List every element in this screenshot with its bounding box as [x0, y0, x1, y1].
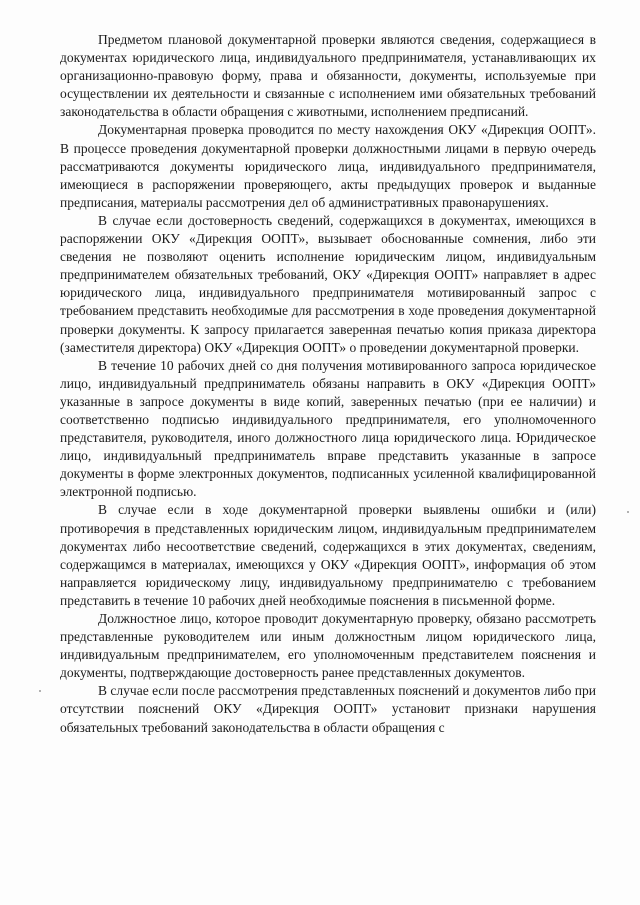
document-body: [60, 31, 596, 737]
paragraph-violation-signs: В случае если после рассмотрения представленных пояснений и документов либо при отсутствии пояснений ОКУ «Дирекция ООПТ» установит признаки нарушения обязательных требований законодательства в области обращения с: [60, 683, 596, 735]
scan-speck: [39, 690, 41, 692]
paragraph-errors-found: В случае если в ходе документарной проверки выявлены ошибки и (или) противоречия в представленных юридическим лицом, индивидуальным предпринимателем документах либо несоответствие сведений, содержащихся в этих документах, сведениям, содержащимся в материалах, имеющихся у ОКУ «Дирекция ООПТ», информация об этом направляется юридическому лицу, индивидуальному предпринимателю с требованием представить в течение 10 рабочих дней необходимые пояснения в письменной форме.: [60, 502, 596, 608]
paragraph-inspection-subject: Предметом плановой документарной проверки являются сведения, содержащиеся в документах юридического лица, индивидуального предпринимателя, устанавливающих их организационно-правовую форму, права и обязанности, документы, используемые при осуществлении их деятельности и связанные с исполнением ими обязательных требований законодательства в области обращения с животными, исполнением предписаний.: [60, 32, 596, 120]
paragraph-review-explanations: Должностное лицо, которое проводит документарную проверку, обязано рассмотреть представленные руководителем или иным должностным лицом юридического лица, индивидуальным предпринимателем, его уполномоченным представителем пояснения и документы, подтверждающие достоверность ранее представленных документов.: [60, 611, 596, 681]
paragraph-inspection-location: Документарная проверка проводится по месту нахождения ОКУ «Дирекция ООПТ». В процессе проведения документарной проверки должностными лицами в первую очередь рассматриваются документы юридического лица, индивидуального предпринимателя, имеющиеся в распоряжении проверяющего, акты предыдущих проверок и выданные предписания, материалы рассмотрения дел об административных правонарушениях.: [60, 122, 596, 210]
scan-speck: [627, 511, 629, 513]
paragraph-reasoned-request: В случае если достоверность сведений, содержащихся в документах, имеющихся в распоряжении ОКУ «Дирекция ООПТ», вызывает обоснованные сомнения, либо эти сведения не позволяют оценить исполнение юридическим лицом, индивидуальным предпринимателем обязательных требований, ОКУ «Дирекция ООПТ» направляет в адрес юридического лица, индивидуального предпринимателя мотивированный запрос с требованием представить необходимые для рассмотрения в ходе проведения документарной проверки документы. К запросу прилагается заверенная печатью копия приказа директора (заместителя директора) ОКУ «Дирекция ООПТ» о проведении документарной проверки.: [60, 212, 596, 355]
paragraph-response-deadline: В течение 10 рабочих дней со дня получения мотивированного запроса юридическое лицо, индивидуальный предприниматель обязаны направить в ОКУ «Дирекция ООПТ» указанные в запросе документы в виде копий, заверенных печатью (при ее наличии) и соответственно подписью индивидуального предпринимателя, его уполномоченного представителя, руководителя, иного должностного лица юридического лица. Юридическое лицо, индивидуальный предприниматель вправе представить указанные в запросе документы в форме электронных документов, подписанных усиленной квалифицированной электронной подписью.: [60, 357, 596, 500]
